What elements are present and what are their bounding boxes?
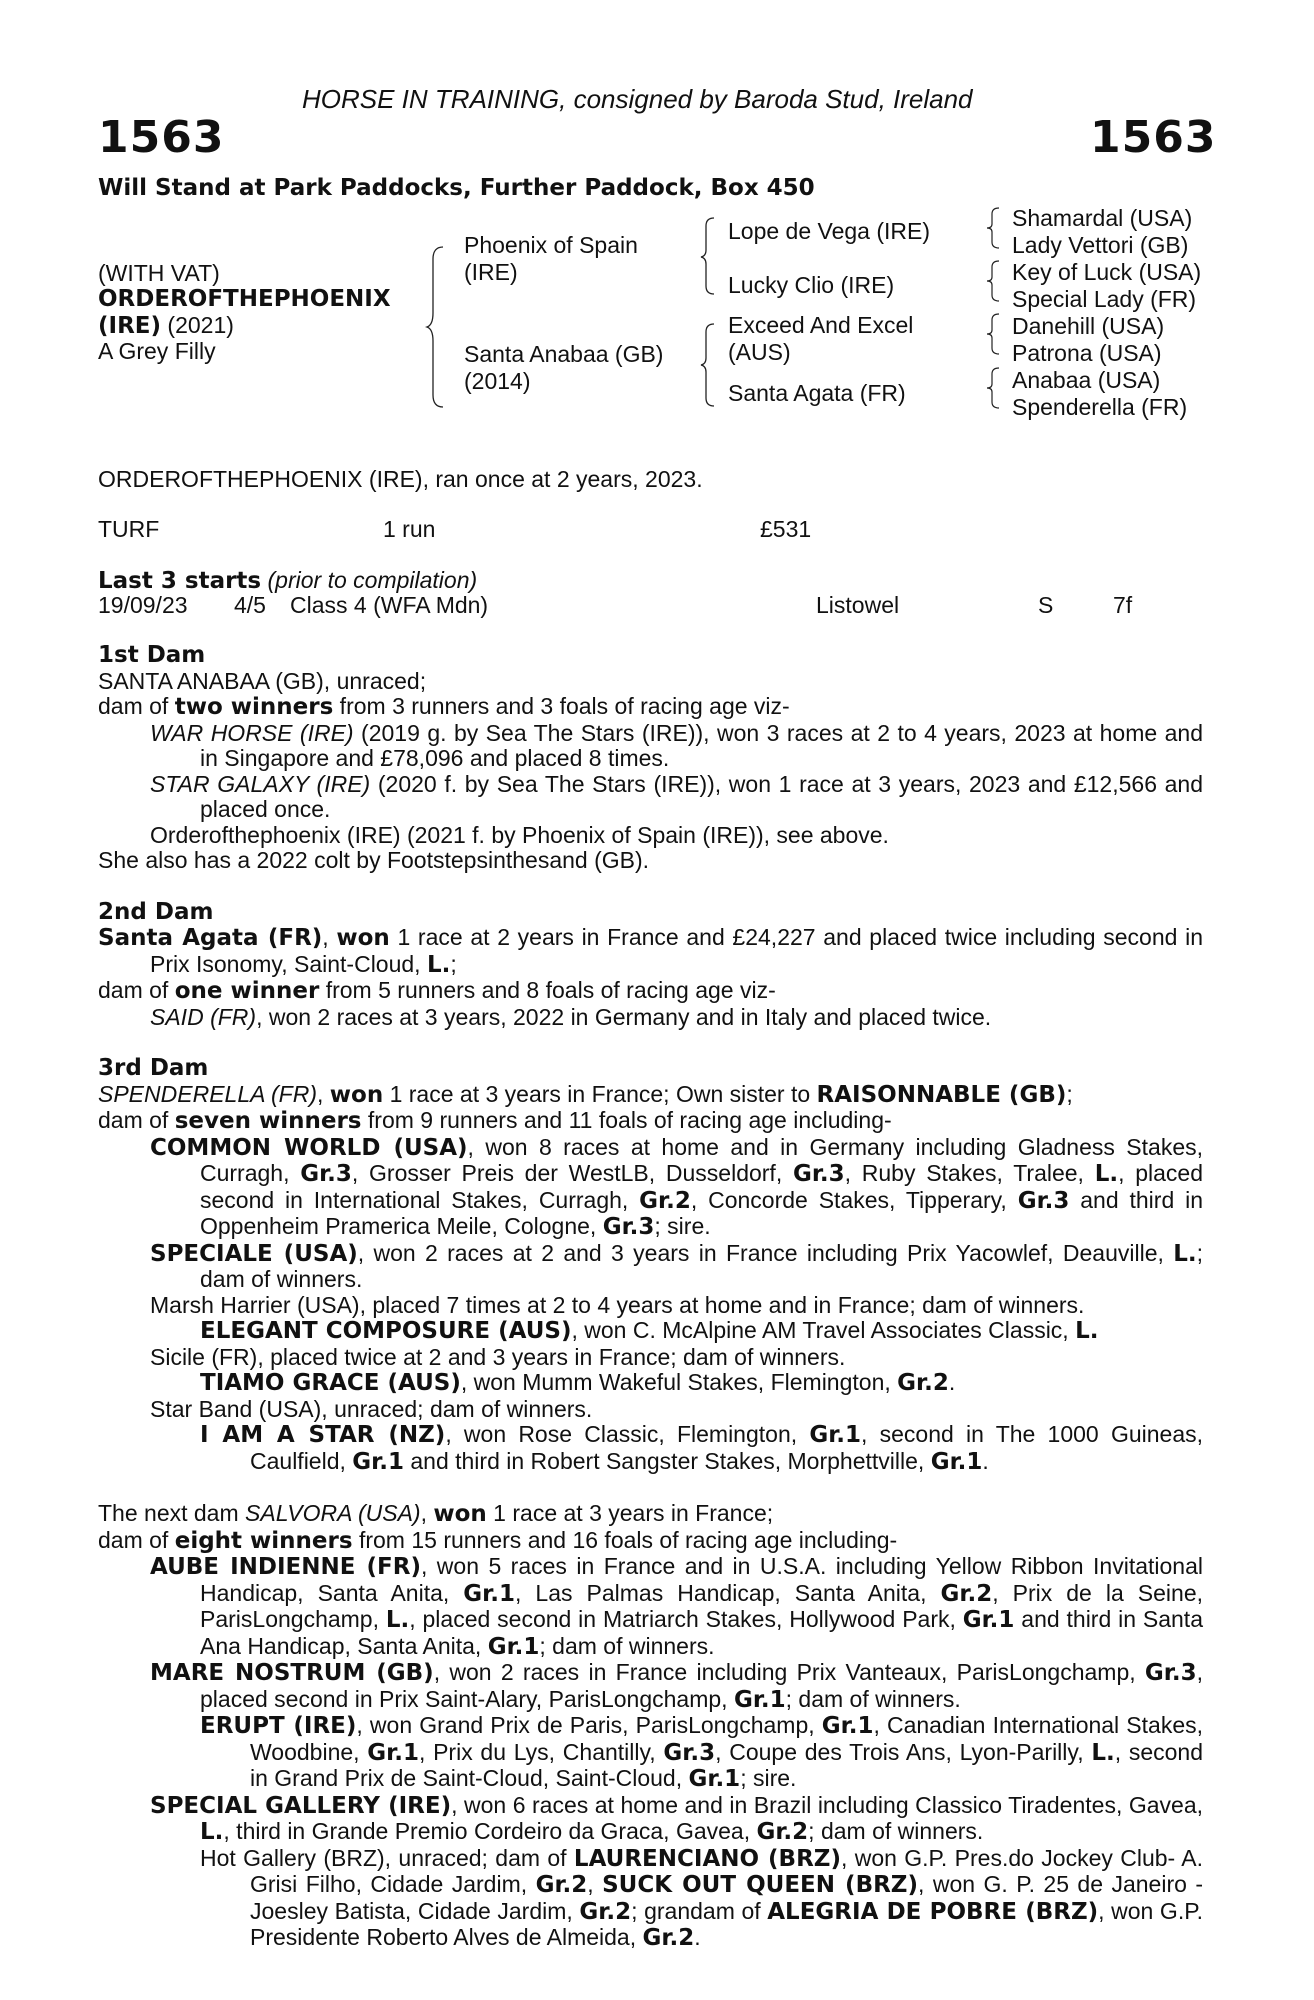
- text: won: [336, 925, 390, 951]
- text: , won G.P. Pres.do Jockey Club- A. Grisi Filho, Cidade Jardim,: [250, 1844, 1204, 1897]
- text: , Grosser Preis der WestLB, Dusseldorf,: [351, 1160, 793, 1186]
- offspring-war-horse: [98, 721, 1203, 772]
- text: , won 6 races at home and in Brazil including Classico Tiradentes, Gavea,: [451, 1791, 1203, 1818]
- dam-brace: [700, 322, 720, 408]
- text: ,: [322, 924, 337, 950]
- text: ,: [420, 1500, 434, 1526]
- winner-count: seven winners: [174, 1108, 362, 1134]
- grade: Gr.3: [300, 1161, 352, 1187]
- next-dam-produce-summary: [98, 1528, 1203, 1555]
- text: 1 race at 3 years in France;: [486, 1500, 774, 1526]
- horse-name: RAISONNABLE (GB): [816, 1081, 1067, 1108]
- grade: Gr.3: [602, 1214, 655, 1240]
- run-count: 1 run: [383, 516, 436, 542]
- text: , Prix de la Seine, ParisLongchamp,: [200, 1579, 1203, 1632]
- horse-name: TIAMO GRACE (AUS): [200, 1370, 461, 1396]
- offspring-marsh-harrier: Marsh Harrier (USA), placed 7 times at 2 to 4 years at home and in France; dam of winners.: [150, 1291, 1085, 1318]
- grade: Gr.1: [487, 1633, 540, 1660]
- grade: Gr.1: [821, 1713, 874, 1739]
- text: from 15 runners and 16 foals of racing age including-: [352, 1526, 898, 1553]
- offspring-i-am-a-star: [98, 1422, 1203, 1475]
- brace-ds: [986, 312, 1004, 356]
- second-dam-heading: 2nd Dam: [98, 898, 214, 925]
- grade: Gr.1: [733, 1686, 786, 1713]
- horse-description: A Grey Filly: [98, 338, 216, 364]
- text: won: [329, 1081, 384, 1108]
- horse-name: LAURENCIANO (BRZ): [573, 1845, 841, 1872]
- text: dam of: [98, 1526, 175, 1553]
- racing-summary: ORDEROFTHEPHOENIX (IRE), ran once at 2 years, 2023.: [98, 466, 703, 492]
- grade: Gr.3: [792, 1161, 845, 1187]
- grade: L.: [200, 1819, 224, 1845]
- grade: Gr.1: [962, 1607, 1015, 1633]
- text: , second in Grand Prix de Saint-Cloud, Saint-Cloud,: [250, 1738, 1204, 1791]
- start-position: 4/5: [234, 592, 266, 618]
- start-distance: 7f: [1113, 592, 1133, 618]
- horse-name: SALVORA (USA): [245, 1500, 421, 1526]
- offspring-mare-nostrum: [98, 1660, 1203, 1713]
- text: , won 2 races at 2 and 3 years in France including Prix Yacowlef, Deauville,: [357, 1239, 1174, 1266]
- grade: Gr.3: [1144, 1660, 1197, 1686]
- text: , placed second in Prix Saint-Alary, ParisLongchamp,: [200, 1659, 1203, 1712]
- text: , Ruby Stakes, Tralee,: [844, 1160, 1095, 1186]
- text: from 9 runners and 11 foals of racing age including-: [361, 1107, 892, 1133]
- surface: TURF: [98, 516, 160, 542]
- text: ;: [1066, 1080, 1073, 1107]
- horse-name: SPECIALE (USA): [150, 1240, 358, 1267]
- text: , won 2 races at 3 years, 2022 in Germany and in Italy and placed twice.: [256, 1003, 992, 1030]
- horse-name: SAID (FR): [150, 1003, 257, 1030]
- offspring-hot-gallery: [98, 1846, 1203, 1952]
- text: , Coupe des Trois Ans, Lyon-Parilly,: [715, 1738, 1092, 1765]
- text: , won G. P. 25 de Janeiro - Joesley Batista, Cidade Jardim,: [250, 1871, 1203, 1924]
- offspring-elegant-composure: [98, 1318, 1203, 1345]
- horse-name: MARE NOSTRUM (GB): [150, 1660, 434, 1686]
- grade: Gr.1: [463, 1580, 515, 1607]
- text: and third in Santa Ana Handicap, Santa Anita,: [200, 1606, 1203, 1659]
- offspring-common-world: [98, 1135, 1203, 1241]
- winner-count: one winner: [174, 978, 320, 1004]
- text: ; dam of winners.: [785, 1685, 961, 1712]
- offspring-aube-indienne: [98, 1554, 1203, 1660]
- stabling-line: Will Stand at Park Paddocks, Further Paddock, Box 450: [98, 175, 815, 201]
- text: , placed second in International Stakes, Curragh,: [200, 1160, 1203, 1213]
- text: dam of: [98, 693, 175, 719]
- grade: Gr.1: [367, 1739, 419, 1766]
- last-starts-heading: [98, 567, 477, 595]
- text: from 3 runners and 3 foals of racing age viz-: [333, 693, 790, 719]
- text: .: [982, 1447, 989, 1474]
- text: (2019 g. by Sea The Stars (IRE)), won 3 races at 2 to 4 years, 2023 at home and in Singapore and £78,096 and placed 8 times.: [200, 719, 1203, 771]
- text: and third in Oppenheim Pramerica Meile, Cologne,: [200, 1186, 1203, 1239]
- text: , won 2 races in France including Prix Vanteaux, ParisLongchamp,: [433, 1659, 1145, 1685]
- gen3-dds: Anabaa (USA): [1012, 367, 1161, 393]
- text: , Prix du Lys, Chantilly,: [418, 1738, 664, 1765]
- grade: Gr.2: [756, 1819, 809, 1845]
- sire-brace: [700, 216, 720, 296]
- text: .: [694, 1924, 701, 1950]
- horse-name: WAR HORSE (IRE): [150, 719, 354, 746]
- gen3-sdd: Special Lady (FR): [1012, 286, 1197, 312]
- grade: Gr.1: [352, 1448, 404, 1475]
- text: .: [948, 1369, 956, 1395]
- grade: L.: [1075, 1318, 1099, 1344]
- text: , won 5 races in France and in U.S.A. including Yellow Ribbon Invitational Handicap, Santa Anita,: [200, 1553, 1203, 1606]
- pedigree-brace-main: [425, 245, 453, 410]
- text: ,: [316, 1080, 330, 1107]
- third-dam-produce-summary: [98, 1108, 1203, 1135]
- grade: Gr.2: [642, 1925, 695, 1951]
- horse-name-suffix: [98, 312, 234, 340]
- horse-foaled: (2021): [161, 312, 234, 338]
- text: , Canadian International Stakes, Woodbine,: [250, 1712, 1204, 1765]
- grade: Gr.2: [940, 1580, 993, 1607]
- text: (2020 f. by Sea The Stars (IRE)), won 1 race at 3 years, 2023 and £12,566 and placed once.: [200, 770, 1203, 822]
- offspring-special-gallery: [98, 1793, 1203, 1846]
- horse-name: ALEGRIA DE POBRE (BRZ): [767, 1898, 1099, 1925]
- third-dam-line: [98, 1082, 1203, 1109]
- offspring-orderofthephoenix: Orderofthephoenix (IRE) (2021 f. by Phoenix of Spain (IRE)), see above.: [150, 821, 889, 848]
- grade: Gr.3: [1017, 1187, 1070, 1214]
- text: , won 8 races at home and in Germany including Gladness Stakes, Curragh,: [200, 1133, 1204, 1186]
- grade: L.: [1094, 1161, 1119, 1187]
- text: , won Rose Classic, Flemington,: [445, 1421, 810, 1447]
- horse-name: STAR GALAXY (IRE): [150, 770, 371, 797]
- text: , placed second in Matriarch Stakes, Hollywood Park,: [409, 1606, 963, 1632]
- text: ;: [450, 950, 457, 977]
- horse-name: COMMON WORLD (USA): [150, 1134, 468, 1161]
- grade: L.: [385, 1607, 410, 1633]
- brace-ss: [986, 206, 1004, 250]
- first-dam-note: She also has a 2022 colt by Footstepsinthesand (GB).: [98, 847, 650, 873]
- start-date: 19/09/23: [98, 592, 188, 618]
- horse-name: ERUPT (IRE): [200, 1713, 357, 1739]
- horse-name: SUCK OUT QUEEN (BRZ): [602, 1872, 918, 1898]
- text: and third in Robert Sangster Stakes, Morphettville,: [403, 1447, 931, 1474]
- second-dam-produce-summary: [98, 978, 1203, 1005]
- text: , won G.P. Presidente Roberto Alves de Almeida,: [250, 1897, 1203, 1950]
- start-going: S: [1038, 592, 1054, 618]
- text: Hot Gallery (BRZ), unraced; dam of: [200, 1844, 574, 1871]
- horse-name: SPENDERELLA (FR): [98, 1080, 317, 1107]
- grade: Gr.2: [639, 1187, 691, 1214]
- grade: Gr.1: [930, 1448, 983, 1475]
- winner-count: two winners: [174, 694, 334, 720]
- brace-sd: [986, 259, 1004, 303]
- third-dam-heading: 3rd Dam: [98, 1055, 209, 1081]
- gen3-dsd: Patrona (USA): [1012, 340, 1162, 366]
- text: , second in The 1000 Guineas, Caulfield,: [250, 1421, 1203, 1474]
- first-dam-heading: 1st Dam: [98, 642, 206, 668]
- text: , won C. McAlpine AM Travel Associates Classic,: [571, 1317, 1076, 1343]
- offspring-tiamo-grace: [98, 1370, 1203, 1397]
- winner-count: eight winners: [174, 1527, 353, 1554]
- text: won: [433, 1501, 487, 1527]
- horse-name: I AM A STAR (NZ): [200, 1422, 446, 1448]
- horse-name: SPECIAL GALLERY (IRE): [150, 1792, 452, 1819]
- text: ; grandam of: [631, 1897, 768, 1924]
- earnings: £531: [760, 516, 812, 542]
- text: ,: [587, 1871, 603, 1897]
- text: ; dam of winners.: [539, 1632, 715, 1659]
- next-dam-line: [98, 1501, 1203, 1528]
- second-dam-line: [98, 925, 1203, 978]
- horse-name: ORDEROFTHEPHOENIX: [98, 286, 391, 312]
- first-dam-line: SANTA ANABAA (GB), unraced;: [98, 667, 427, 694]
- offspring-said: [98, 1005, 1203, 1031]
- text: , Las Palmas Handicap, Santa Anita,: [514, 1579, 941, 1606]
- text: , third in Grande Premio Cordeiro da Graca, Gavea,: [223, 1818, 757, 1844]
- grade: Gr.1: [688, 1766, 741, 1792]
- text: , Concorde Stakes, Tipperary,: [690, 1186, 1018, 1213]
- sire-dam: Lucky Clio (IRE): [728, 272, 895, 298]
- grade: Gr.3: [663, 1739, 716, 1766]
- lot-number-left: 1563: [98, 112, 225, 163]
- consignment-line: HORSE IN TRAINING, consigned by Baroda Stud, Ireland: [302, 84, 973, 114]
- text: dam of: [98, 977, 175, 1003]
- text: ; sire.: [740, 1765, 797, 1791]
- last-starts-label: Last 3 starts: [98, 568, 262, 594]
- produce-record: [98, 643, 1203, 1952]
- dam-sire-2: (AUS): [728, 339, 791, 365]
- offspring-star-band: Star Band (USA), unraced; dam of winners.: [150, 1395, 593, 1422]
- sire-sire: Lope de Vega (IRE): [728, 218, 931, 244]
- brace-dd: [986, 366, 1004, 410]
- sire-name-2: (IRE): [464, 259, 518, 285]
- gen3-sds: Key of Luck (USA): [1012, 259, 1202, 285]
- start-course: Listowel: [816, 592, 900, 618]
- text: ; dam of winners.: [200, 1239, 1204, 1292]
- text: 1 race at 2 years in France and £24,227 and placed twice including second in Prix Isonomy, Saint-Cloud,: [150, 924, 1203, 977]
- text: from 5 runners and 8 foals of racing age viz-: [319, 977, 776, 1003]
- offspring-speciale: [98, 1241, 1203, 1293]
- gen3-sss: Shamardal (USA): [1012, 205, 1193, 231]
- horse-name: AUBE INDIENNE (FR): [150, 1554, 421, 1580]
- last-starts-note: (prior to compilation): [267, 567, 478, 593]
- horse-name: ELEGANT COMPOSURE (AUS): [200, 1318, 572, 1344]
- text: , won Mumm Wakeful Stakes, Flemington,: [460, 1369, 898, 1395]
- grade: L.: [1091, 1739, 1115, 1766]
- gen3-dss: Danehill (USA): [1012, 313, 1165, 339]
- dam-dam: Santa Agata (FR): [728, 380, 906, 406]
- grade: Gr.2: [535, 1872, 588, 1898]
- grade: Gr.2: [579, 1898, 632, 1925]
- horse-country: (IRE): [98, 313, 162, 339]
- gen3-ssd: Lady Vettori (GB): [1012, 232, 1189, 258]
- gen3-ddd: Spenderella (FR): [1012, 394, 1188, 420]
- text: ; dam of winners.: [808, 1818, 984, 1844]
- text: , won Grand Prix de Paris, ParisLongchamp,: [356, 1712, 822, 1738]
- text: The next dam: [98, 1500, 246, 1526]
- vat-note: (WITH VAT): [98, 260, 220, 286]
- sire-name-1: Phoenix of Spain: [464, 232, 638, 258]
- lot-number-right: 1563: [1090, 112, 1217, 163]
- offspring-star-galaxy: [98, 772, 1203, 823]
- dam-sire-1: Exceed And Excel: [728, 312, 914, 338]
- text: dam of: [98, 1107, 175, 1133]
- grade: L.: [1173, 1240, 1197, 1267]
- dam-name-2: (2014): [464, 368, 531, 394]
- text: 1 race at 3 years in France; Own sister to: [383, 1080, 817, 1107]
- first-dam-produce-summary: [98, 694, 1203, 721]
- dam-name-1: Santa Anabaa (GB): [464, 341, 664, 367]
- horse-name: Santa Agata (FR): [98, 925, 323, 951]
- grade: Gr.1: [809, 1422, 862, 1448]
- start-race: Class 4 (WFA Mdn): [290, 592, 489, 618]
- offspring-sicile: Sicile (FR), placed twice at 2 and 3 years in France; dam of winners.: [150, 1343, 846, 1370]
- grade: Gr.2: [897, 1370, 949, 1396]
- grade: L.: [426, 951, 451, 978]
- offspring-erupt: [98, 1713, 1203, 1793]
- text: ; sire.: [654, 1213, 711, 1239]
